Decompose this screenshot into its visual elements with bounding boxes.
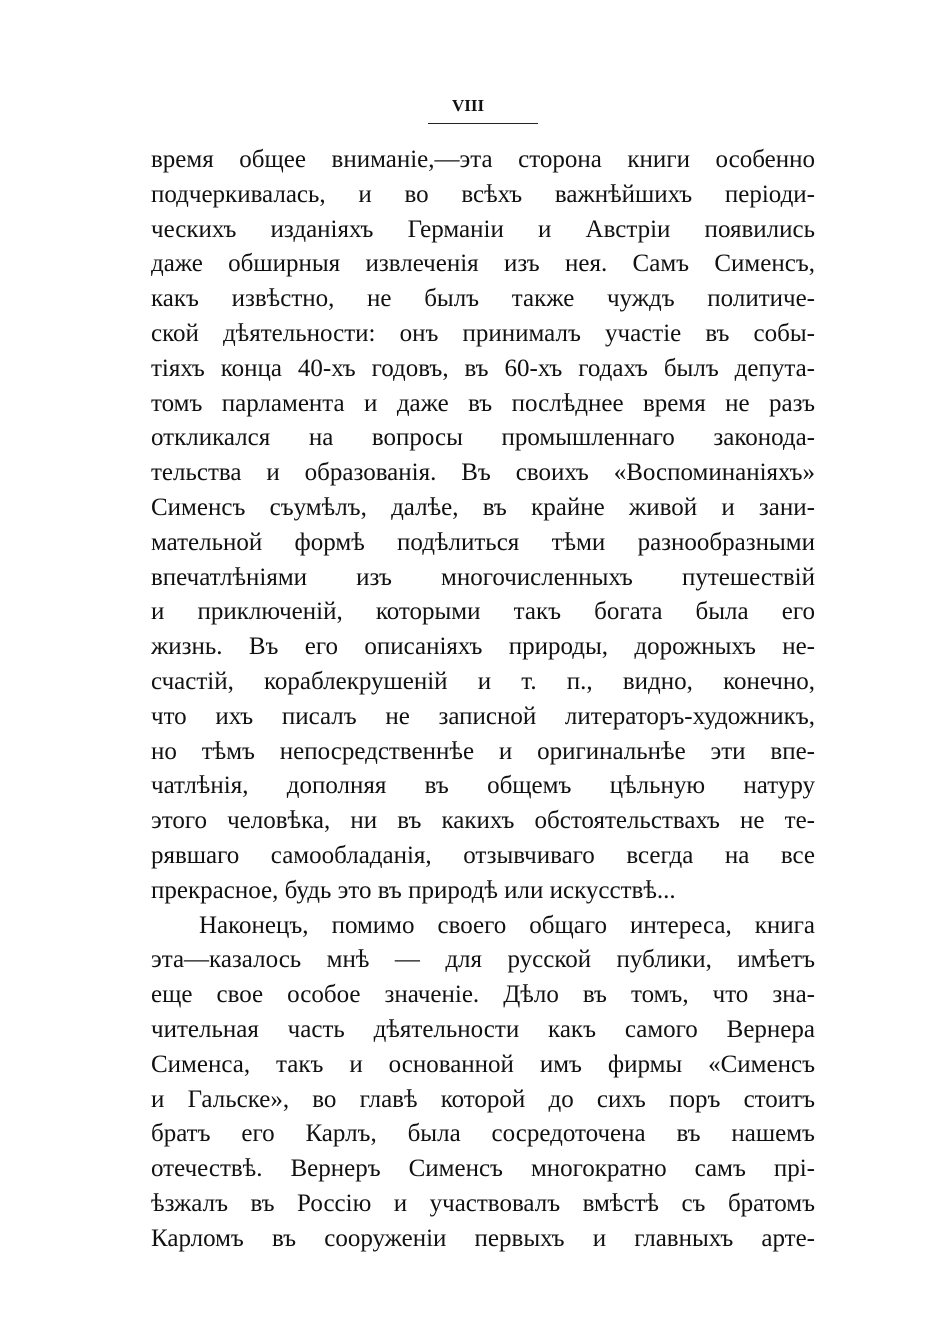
text-line: эта—казалось мнѣ — для русской публики, имѣетъ <box>151 946 815 974</box>
text-line: впечатлѣніями изъ многочисленныхъ путешествій <box>151 563 815 591</box>
page-number: VIII <box>451 96 485 115</box>
text-line: ской дѣятельности: онъ принималъ участіе въ собы- <box>151 319 815 347</box>
text-line: отечествѣ. Вернеръ Сименсъ многократно самъ прі- <box>151 1155 815 1183</box>
text-line: даже обширныя извлеченія изъ нея. Самъ Сименсъ, <box>151 250 815 278</box>
text-line: но тѣмъ непосредственнѣе и оригинальнѣе эти впе- <box>151 737 815 765</box>
header-rule <box>428 123 538 124</box>
text-line: какъ извѣстно, не былъ также чуждъ политиче- <box>151 285 815 313</box>
text-line: прекрасное, будь это въ природѣ или искусствѣ... <box>151 876 676 904</box>
text-line: Наконецъ, помимо своего общаго интереса, книга <box>199 911 815 939</box>
text-line: Сименсъ съумѣлъ, далѣе, въ крайне живой и зани- <box>151 493 815 521</box>
text-line: братъ его Карлъ, была сосредоточена въ нашемъ <box>151 1120 815 1148</box>
text-line: мательной формѣ подѣлиться тѣми разнообразными <box>151 528 815 556</box>
text-line: чатлѣнія, дополняя въ общемъ цѣльную натуру <box>151 772 815 800</box>
text-line: Сименса, такъ и основанной имъ фирмы «Сименсъ <box>151 1050 815 1078</box>
text-line: этого человѣка, ни въ какихъ обстоятельствахъ не те- <box>151 807 815 835</box>
text-line: что ихъ писалъ не записной литераторъ-художникъ, <box>151 702 815 730</box>
text-line: чительная часть дѣятельности какъ самого Вернера <box>151 1015 815 1043</box>
text-line: и приключеній, которыми такъ богата была его <box>151 598 815 626</box>
text-line: еще свое особое значеніе. Дѣло въ томъ, что зна- <box>151 981 815 1009</box>
text-line: ѣзжалъ въ Россію и участвовалъ вмѣстѣ съ братомъ <box>151 1189 815 1217</box>
text-line: рявшаго самообладанія, отзывчиваго всегда на все <box>151 841 815 869</box>
text-line: жизнь. Въ его описаніяхъ природы, дорожныхъ не- <box>151 633 815 661</box>
text-line: откликался на вопросы промышленнаго законода- <box>151 424 815 452</box>
text-line: тельства и образованія. Въ своихъ «Воспоминаніяхъ» <box>151 459 815 487</box>
text-line: и Гальске», во главѣ которой до сихъ поръ стоитъ <box>151 1085 815 1113</box>
text-line: тіяхъ конца 40-хъ годовъ, въ 60-хъ годахъ былъ депута- <box>151 354 815 382</box>
text-line: Карломъ въ сооруженіи первыхъ и главныхъ арте- <box>151 1224 815 1252</box>
text-line: подчеркивалась, и во всѣхъ важнѣйшихъ періоди- <box>151 180 815 208</box>
text-line: ческихъ изданіяхъ Германіи и Австріи появились <box>151 215 815 243</box>
text-line: счастій, кораблекрушеній и т. п., видно, конечно, <box>151 667 815 695</box>
text-line: томъ парламента и даже въ послѣднее время не разъ <box>151 389 815 417</box>
text-line: время общее вниманіе,—эта сторона книги особенно <box>151 146 815 173</box>
page-header <box>0 96 936 116</box>
body-text <box>151 143 815 1257</box>
